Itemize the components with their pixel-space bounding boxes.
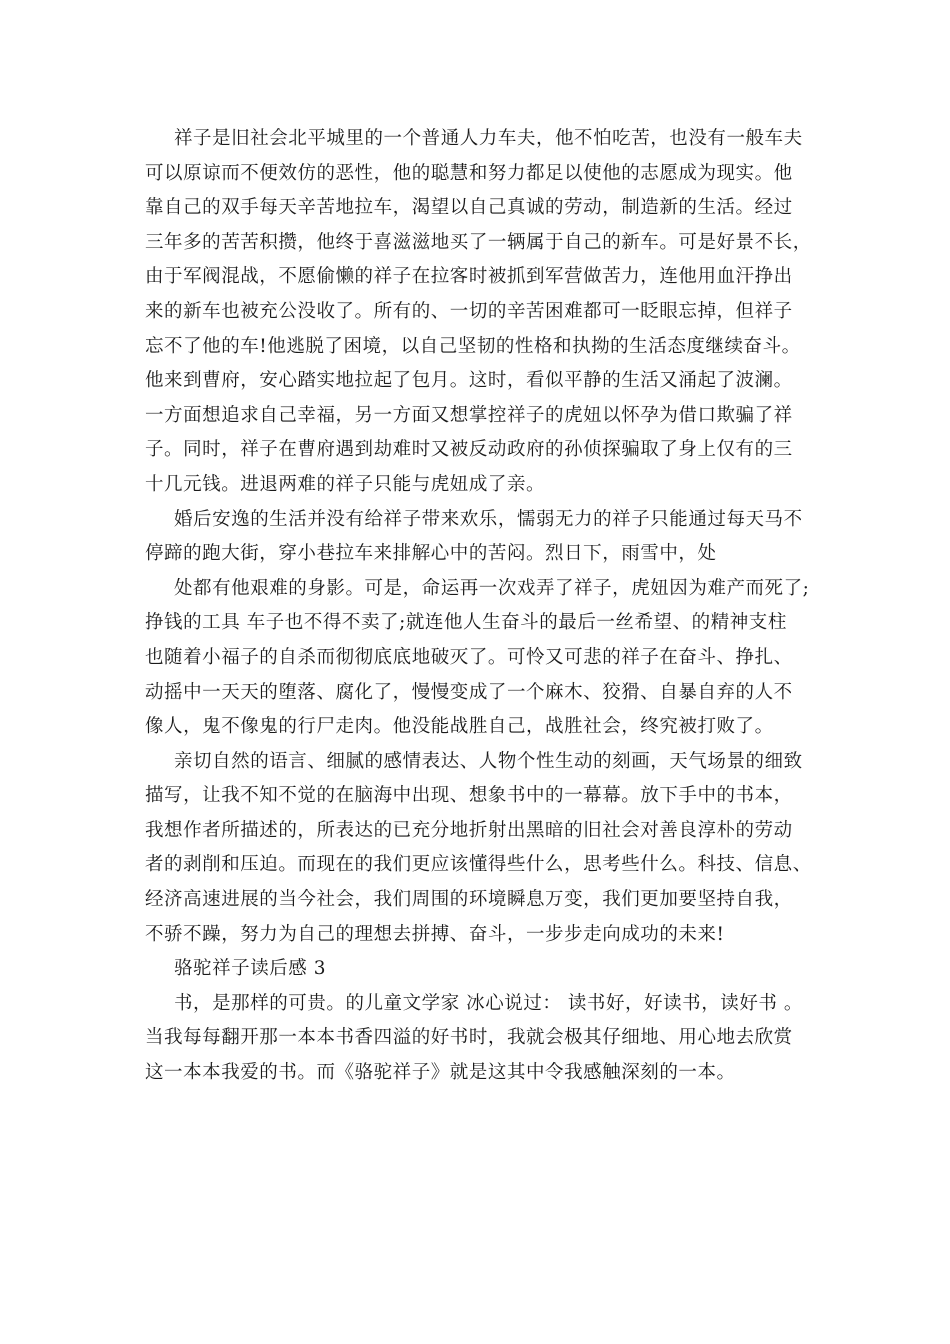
text-line: 靠自己的双手每天辛苦地拉车，渴望以自己真诚的劳动，制造新的生活。经过 xyxy=(145,197,793,219)
text-line: 书，是那样的可贵。的儿童文学家 冰心说过： 读书好，好读书，读好书 。 xyxy=(174,992,803,1014)
text-line: 来的新车也被充公没收了。所有的、一切的辛苦困难都可一眨眼忘掉，但祥子 xyxy=(145,300,793,322)
text-line: 由于军阀混战，不愿偷懒的祥子在拉客时被抓到军营做苦力，连他用血汗挣出 xyxy=(145,266,793,288)
text-line: 也随着小福子的自杀而彻彻底底地破灭了。可怜又可悲的祥子在奋斗、挣扎、 xyxy=(145,646,793,668)
text-line: 我想作者所描述的，所表达的已充分地折射出黑暗的旧社会对善良淳朴的劳动 xyxy=(145,819,793,841)
text-line: 动摇中一天天的堕落、腐化了，慢慢变成了一个麻木、狡猾、自暴自弃的人不 xyxy=(145,681,793,703)
text-line: 描写，让我不知不觉的在脑海中出现、想象书中的一幕幕。放下手中的书本， xyxy=(145,785,793,807)
text-line: 处都有他艰难的身影。可是，命运再一次戏弄了祥子，虎妞因为难产而死了; xyxy=(174,577,810,599)
text-line: 当我每每翻开那一本本书香四溢的好书时，我就会极其仔细地、用心地去欣赏 xyxy=(145,1027,793,1049)
text-line: 经济高速进展的当今社会，我们周围的环境瞬息万变，我们更加要坚持自我， xyxy=(145,889,793,911)
text-line: 忘不了他的车!他逃脱了困境，以自己坚韧的性格和执拗的生活态度继续奋斗。 xyxy=(145,335,801,357)
text-line: 一方面想追求自己幸福，另一方面又想掌控祥子的虎妞以怀孕为借口欺骗了祥 xyxy=(145,404,793,426)
text-line: 婚后安逸的生活并没有给祥子带来欢乐，懦弱无力的祥子只能通过每天马不 xyxy=(174,508,803,530)
text-line: 停蹄的跑大街，穿小巷拉车来排解心中的苦闷。烈日下，雨雪中，处 xyxy=(145,543,717,565)
text-line: 者的剥削和压迫。而现在的我们更应该懂得些什么，思考些什么。科技、信息、 xyxy=(145,854,812,876)
text-line: 子。同时，祥子在曹府遇到劫难时又被反动政府的孙侦探骗取了身上仅有的三 xyxy=(145,439,793,461)
text-line: 他来到曹府，安心踏实地拉起了包月。这时，看似平静的生活又涌起了波澜。 xyxy=(145,370,793,392)
text-line: 这一本本我爱的书。而《骆驼祥子》就是这其中令我感触深刻的一本。 xyxy=(145,1062,736,1084)
document-text xyxy=(145,122,813,1091)
text-line: 挣钱的工具 车子也不得不卖了;就连他人生奋斗的最后一丝希望、的精神支柱 xyxy=(145,612,787,634)
text-line: 十几元钱。进退两难的祥子只能与虎妞成了亲。 xyxy=(145,473,546,495)
text-line: 祥子是旧社会北平城里的一个普通人力车夫，他不怕吃苦，也没有一般车夫 xyxy=(174,128,803,149)
text-line: 三年多的苦苦积攒，他终于喜滋滋地买了一辆属于自己的新车。可是好景不长， xyxy=(145,231,812,253)
text-line: 骆驼祥子读后感 3 xyxy=(174,958,327,980)
text-line: 像人，鬼不像鬼的行尸走肉。他没能战胜自己，战胜社会，终究被打败了。 xyxy=(145,716,774,738)
text-line: 亲切自然的语言、细腻的感情表达、人物个性生动的刻画，天气场景的细致 xyxy=(174,750,803,772)
text-line: 不骄不躁，努力为自己的理想去拼搏、奋斗，一步步走向成功的未来! xyxy=(145,923,725,945)
text-line: 可以原谅而不便效仿的恶性，他的聪慧和努力都足以使他的志愿成为现实。他 xyxy=(145,162,793,184)
